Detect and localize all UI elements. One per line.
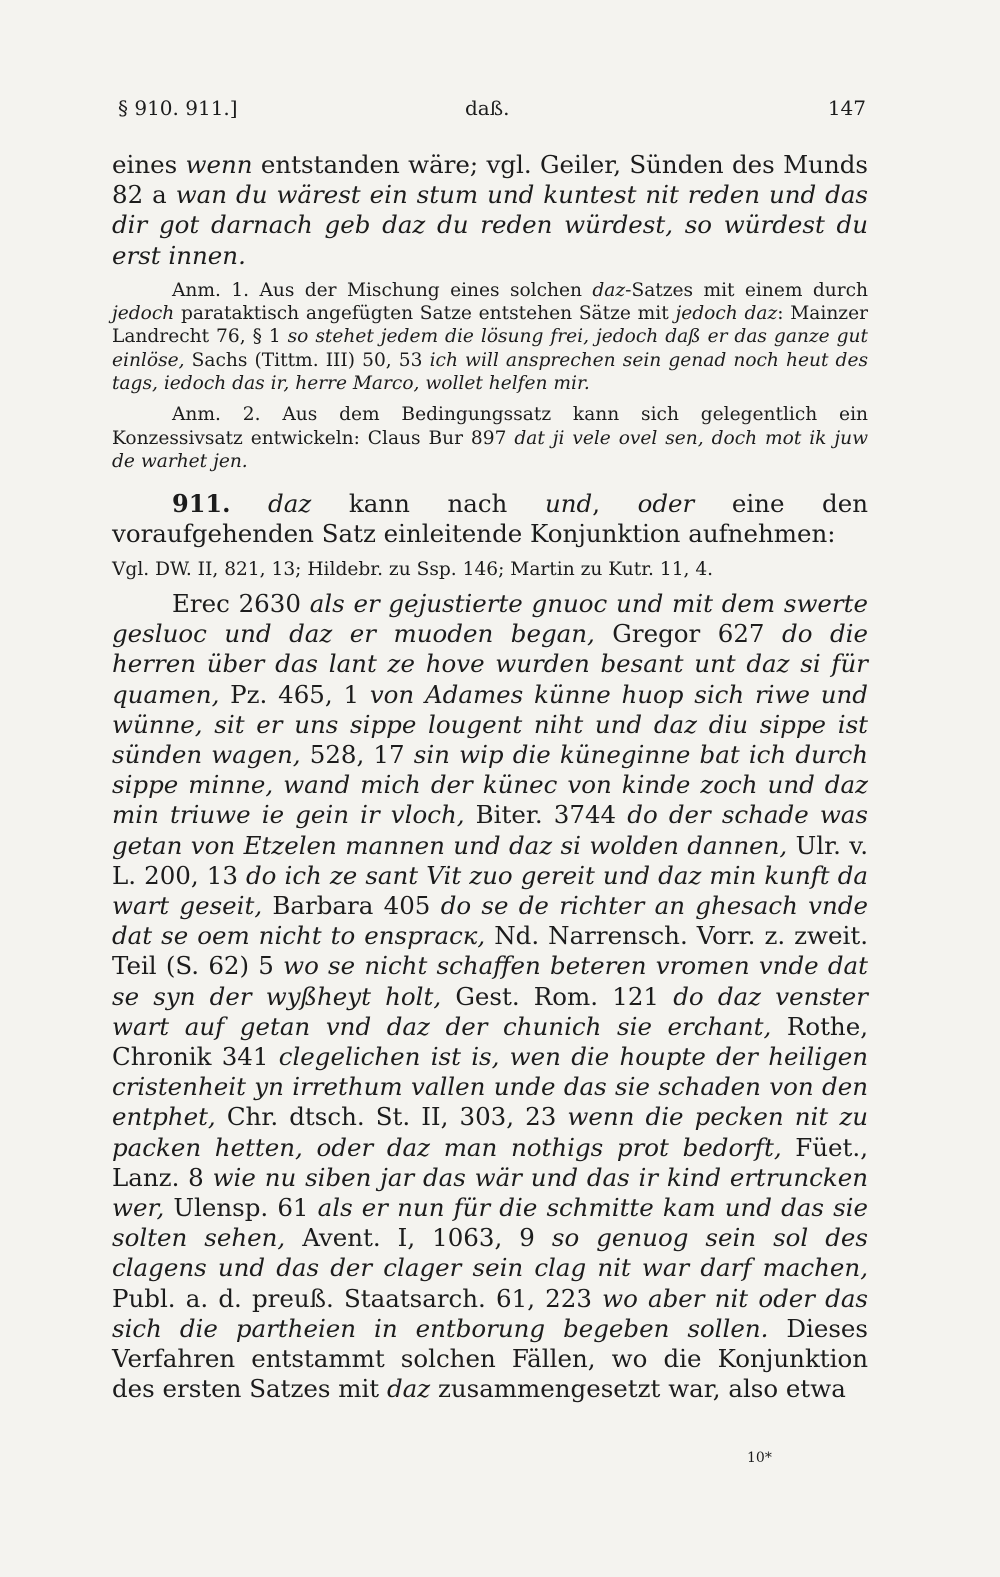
italic-quote: do ich ze sant Vit zuo gereit und daz min kunft da wart geseit, [112, 860, 869, 920]
italic-quote: wo se nicht schaffen beteren vromen vnde dat se syn der wyßheyt holt, [112, 951, 868, 1011]
examples-paragraph [112, 589, 868, 1404]
italic-quote: als er gejustierte gnuoc und mit dem swerte gesluoc und daz er muoden began, [112, 588, 868, 649]
text-run: Erec 2630 [172, 588, 310, 618]
italic-quote: und [544, 489, 593, 519]
text-run: Biter. 3744 [464, 800, 628, 830]
italic-quote: do daz venster wart auf getan vnd daz der chunich sie erchant, [112, 981, 868, 1041]
italic-quote: do der schade was getan von Etzelen mannen und daz si wolden dannen, [112, 800, 868, 860]
text-run: Barbara 405 [262, 890, 441, 920]
text-run: Rothe, Chronik 341 [112, 1011, 868, 1071]
text-run: Publ. a. d. preuß. Staatsarch. 61, 223 [112, 1283, 603, 1313]
italic-quote: daz [386, 1374, 431, 1404]
text-run: -Satzes mit einem durch [625, 279, 868, 301]
text-run: zusammengesetzt war, also etwa [430, 1374, 846, 1404]
page-number: 147 [827, 96, 866, 120]
italic-quote: wenn die pecken nit zu packen hetten, oder daz man nothigs prot bedorft, [112, 1102, 869, 1162]
italic-quote: von Adames künne huop sich riwe und wünne, sit er uns sippe lougent niht und daz diu sippe ist sünden wagen, [112, 679, 868, 769]
text-run: Anm. 1. Aus der Mischung eines solchen [172, 279, 593, 301]
text-run: parataktisch angefügten Satze entstehen Sätze mit [174, 303, 676, 325]
references-line [112, 558, 868, 581]
text-run: Gest. Rom. 121 [441, 981, 674, 1011]
signature-mark: 10* [747, 1450, 772, 1466]
italic-quote: wo aber nit oder das sich die partheien in entborung begeben sollen. [112, 1283, 869, 1343]
italic-quote: daz [592, 279, 626, 301]
running-header [118, 96, 866, 126]
italic-quote: do die herren über das lant ze hove wurden besant unt daz si für quamen, [112, 619, 868, 709]
text-run: : Mainzer Landrecht 76, § 1 [112, 303, 868, 348]
text-run: Chr. dtsch. St. II, 303, 23 [215, 1102, 568, 1132]
italic-quote: jedoch [112, 303, 175, 325]
header-keyword: daß. [465, 96, 510, 120]
italic-quote: wan du wärest ein stum und kuntest nit reden und das dir got darnach geb daz du reden würdest, so würdest du erst innen. [112, 180, 869, 270]
text-run: Sachs (Tittm. III) 50, 53 [184, 349, 430, 371]
italic-quote: jedoch daz [675, 303, 778, 325]
italic-quote: ich will ansprechen sein genad noch heut des tags, iedoch das ir, herre Marco, wollet helfen mir. [112, 349, 868, 394]
italic-quote: oder [637, 489, 695, 519]
italic-quote: clegelichen ist is, wen die houpte der heiligen cristenheit yn irrethum vallen unde das sie schaden von den entphet, [112, 1041, 868, 1132]
text-run: Gregor 627 [594, 619, 783, 649]
italic-quote: daz [268, 489, 312, 519]
annotation-1 [112, 279, 868, 395]
body-text [112, 150, 868, 1404]
text-run: Ulr. v. L. 200, 13 [112, 830, 868, 890]
text-run: eine den voraufgehenden Satz einleitende Konjunktion aufnehmen: [112, 489, 868, 549]
text-run: Vgl. DW. II, 821, 13; Hildebr. zu Ssp. 146; Martin zu Kutr. 11, 4. [112, 558, 714, 580]
text-run: 528, 17 [300, 739, 414, 769]
text-run: Dieses Verfahren entstammt solchen Fällen, wo die Konjunktion des ersten Satzes mit [112, 1313, 868, 1404]
italic-quote: wenn [185, 150, 253, 179]
italic-quote: sin wip die küneginne bat ich durch sippe minne, wand mich der künec von kinde zoch und daz min triuwe ie gein ir vloch, [112, 739, 868, 830]
text-run [230, 489, 268, 518]
text-run: Pz. 465, 1 [219, 679, 370, 709]
text-run: , [592, 489, 638, 519]
text-run: Füet., Lanz. 8 [112, 1132, 868, 1192]
text-run: kann nach [311, 489, 545, 519]
section-number: 911. [172, 489, 231, 519]
italic-quote: do se de richter an ghesach vnde dat se oem nicht to enspracк, [112, 890, 868, 951]
paragraph-continuation [112, 150, 868, 271]
italic-quote: so genuog sein sol des clagens und das der clager sein clag nit war darf machen, [112, 1223, 868, 1283]
text-run: Anm. 2. Aus dem Bedingungssatz kann sich gelegentlich ein Konzessivsatz entwickeln: Claus Bur 897 [112, 404, 868, 449]
header-section-ref: § 910. 911.] [118, 96, 238, 120]
text-run: entstanden wäre; vgl. Geiler, Sünden des Munds 82 a [112, 150, 868, 210]
italic-quote: wie nu siben jar das wär und das ir kind ertruncken wer, [112, 1162, 868, 1222]
italic-quote: als er nun für die schmitte kam und das sie solten sehen, [112, 1192, 868, 1253]
italic-quote: so stehet jedem die lösung frei, jedoch daß er das ganze gut einlöse, [112, 326, 869, 371]
annotation-2 [112, 403, 868, 473]
text-run: eines [112, 150, 186, 179]
section-911-heading [112, 489, 868, 549]
text-run: Ulensp. 61 [164, 1192, 318, 1222]
italic-quote: dat ji vele ovel sen, doch mot ik juw de warhet jen. [112, 427, 868, 472]
text-run: Avent. I, 1063, 9 [285, 1223, 552, 1253]
text-run: Nd. Narrensch. Vorr. z. zweit. Teil (S. 62) 5 [112, 921, 868, 981]
